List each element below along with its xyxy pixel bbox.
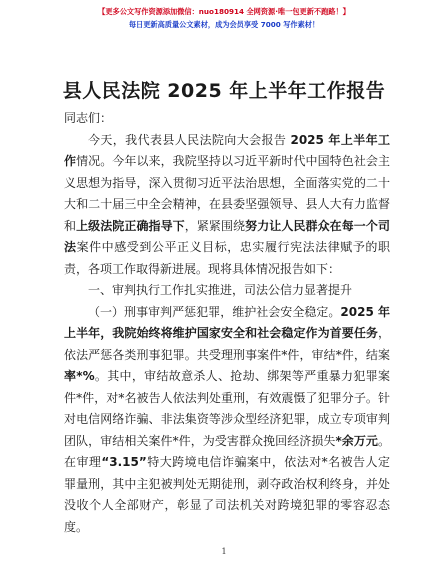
intro-paragraph (64, 130, 390, 281)
text-run: 情况。今年以来，我院坚持以习近平新时代中国特色社会主义思想为指导，深入贯彻习近平法治思想，全面落实党的二十大和二十届三中全会精神，在县委坚强领导、县人大有力监督和 (64, 154, 390, 233)
text-run: 。在审理 (64, 433, 390, 469)
text-run: 案件中感受到公平正义目标，忠实履行宪法法律赋予的职责，各项工作取得新进展。现将具体情况报告如下： (64, 240, 390, 276)
bold-text-run: “3.15” (101, 455, 147, 469)
bold-text-run: 2025 年上半年，我院始终将维护国家安全和社会稳定作为首要任务 (64, 304, 390, 340)
page-number: 1 (221, 547, 227, 556)
text-run: 今天，我代表县人民法院向大会报告 (88, 132, 291, 147)
text-run: 。其中，审结故意杀人、抢劫、绑架等严重暴力犯罪案件*件，对*名被告人依法判处重刑，有效震慑了犯罪分子。针对电信网络诈骗、非法集资等涉众型经济犯罪，成立专项审判团队，审结相关案件*件，为受害群众挽回经济损失 (64, 369, 390, 448)
bold-text-run: 上级法院正确指导下 (76, 218, 185, 233)
bold-text-run: 努力让人民群众在每一个司法 (64, 218, 390, 254)
promo-banner-line-2: 每日更新高质量公文素材，成为会员享受 7000 写作素材！ (128, 20, 320, 29)
promo-banner-line-1: 【更多公文写作资源添加微信：nuo180914 全网资源·唯一包更新不跑路！】 (98, 7, 350, 16)
text-run: ，依法严惩各类刑事犯罪。共受理刑事案件*件，审结*件，结案 (64, 326, 390, 362)
document-body (64, 108, 390, 538)
subsection-paragraph-1 (64, 302, 390, 539)
promo-banner (0, 6, 448, 30)
section-heading-1: 一、审判执行工作扎实推进，司法公信力显著提升 (88, 283, 353, 297)
bold-text-run: 2025 年上半年工作 (64, 132, 390, 168)
text-run: ，紧紧围绕 (184, 218, 246, 233)
text-run: 特大跨境电信诈骗案中，依法对*名被告人定罪量刑，其中主犯被判处无期徒刑，剥夺政治权利终身，并处没收个人全部财产，彰显了司法机关对跨境犯罪的零容忍态度。 (64, 455, 390, 534)
document-title: 县人民法院 2025 年上半年工作报告 (62, 80, 386, 102)
bold-text-run: *余万元 (335, 433, 378, 448)
bold-text-run: 率*% (64, 369, 95, 383)
text-run: （一）刑事审判严惩犯罪，维护社会安全稳定。 (88, 304, 341, 319)
salutation: 同志们： (64, 111, 113, 125)
